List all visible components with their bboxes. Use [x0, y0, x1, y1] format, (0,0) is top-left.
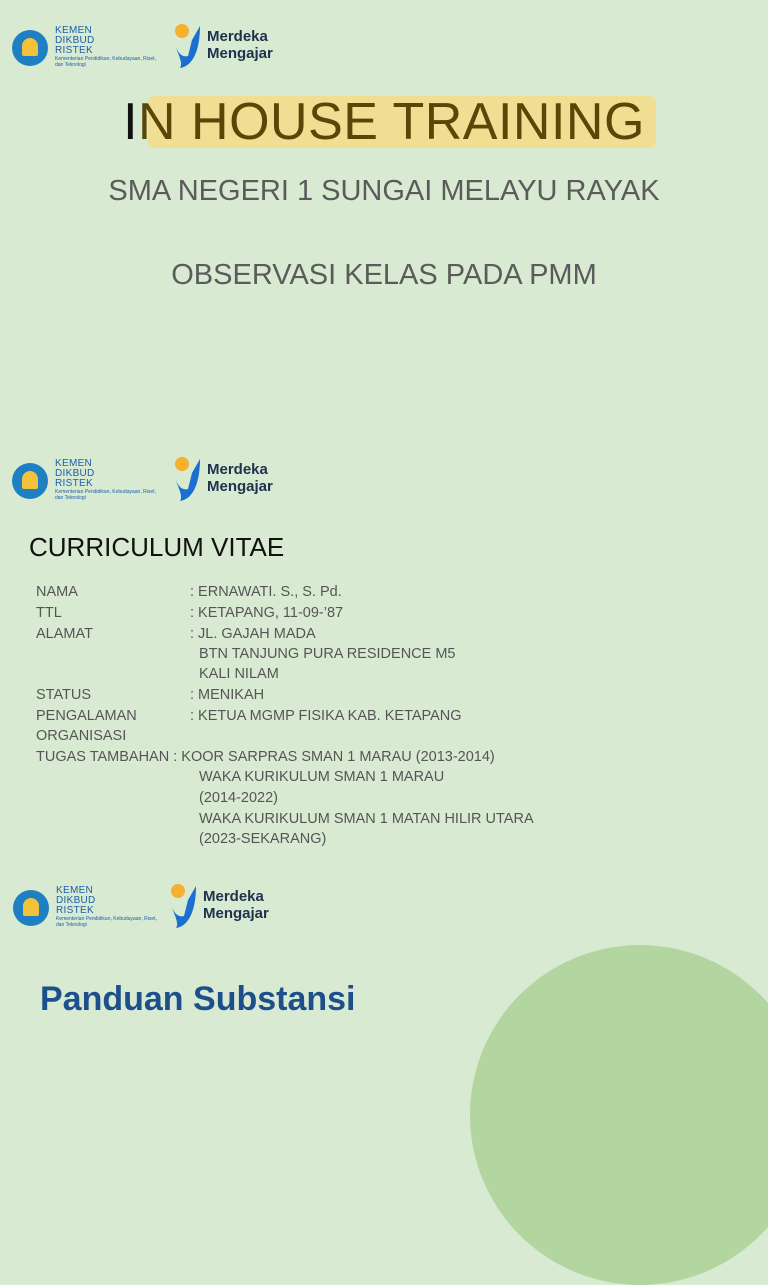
kemen-subtitle: Kementerian Pendidikan, Kebudayaan, Riset, dan Teknologi [55, 56, 156, 68]
title-first-letter: I [123, 93, 139, 151]
decorative-circle [470, 945, 768, 1285]
cv-label-tugas-tambahan: TUGAS TAMBAHAN : KOOR SARPRAS SMAN 1 MARAU (2013-2014) [36, 749, 495, 765]
cv-label-ttl: TTL [36, 605, 62, 621]
tut-wuri-handayani-emblem-icon [13, 890, 49, 926]
kemen-subtitle: Kementerian Pendidikan, Kebudayaan, Riset, dan Teknologi [55, 489, 156, 501]
cv-value-status: : MENIKAH [190, 687, 265, 703]
merdeka-line-2: Mengajar [207, 45, 273, 62]
merdeka-mengajar-icon [170, 455, 202, 501]
cv-value-tugas-5: (2023-SEKARANG) [199, 831, 327, 847]
kemen-line-3: RISTEK [55, 45, 93, 56]
cv-value-alamat: : JL. GAJAH MADA [190, 626, 316, 642]
cv-label-status: STATUS [36, 687, 92, 703]
tut-wuri-handayani-emblem-icon [12, 463, 48, 499]
cv-value-tugas-3: (2014-2022) [199, 790, 278, 806]
cv-value-alamat-3: KALI NILAM [199, 666, 279, 682]
cv-label-organisasi: ORGANISASI [36, 728, 127, 744]
kemen-line-1: KEMEN [56, 885, 94, 896]
kemen-dikbud-logo [12, 459, 162, 509]
cv-value-alamat-2: BTN TANJUNG PURA RESIDENCE M5 [199, 646, 456, 662]
merdeka-line-2: Mengajar [207, 478, 273, 495]
merdeka-line-1: Merdeka [207, 28, 268, 45]
kemen-subtitle: Kementerian Pendidikan, Kebudayaan, Riset, dan Teknologi [56, 916, 157, 928]
cv-label-nama: NAMA [36, 584, 78, 600]
cv-value-pengalaman: : KETUA MGMP FISIKA KAB. KETAPANG [190, 708, 462, 724]
kemen-dikbud-logo [13, 886, 163, 936]
slide-title [0, 92, 768, 152]
kemen-line-2: DIKBUD [55, 468, 95, 479]
cv-label-alamat: ALAMAT [36, 626, 93, 642]
kemen-line-2: DIKBUD [56, 895, 96, 906]
merdeka-line-1: Merdeka [207, 461, 268, 478]
school-name: SMA NEGERI 1 SUNGAI MELAYU RAYAK [108, 175, 660, 207]
merdeka-mengajar-logo [170, 22, 300, 72]
merdeka-mengajar-logo [166, 882, 296, 932]
merdeka-line-1: Merdeka [203, 888, 264, 905]
training-topic: OBSERVASI KELAS PADA PMM [171, 259, 597, 291]
cv-value-nama: : ERNAWATI. S., S. Pd. [190, 584, 342, 600]
kemen-line-2: DIKBUD [55, 35, 95, 46]
kemen-line-1: KEMEN [55, 25, 93, 36]
cv-value-tugas-4: WAKA KURIKULUM SMAN 1 MATAN HILIR UTARA [199, 811, 534, 827]
kemen-line-1: KEMEN [55, 458, 93, 469]
merdeka-mengajar-logo [170, 455, 300, 505]
cv-heading: CURRICULUM VITAE [29, 532, 285, 562]
panduan-title: Panduan Substansi [40, 980, 356, 1018]
kemen-line-3: RISTEK [56, 905, 94, 916]
kemen-dikbud-logo [12, 26, 162, 76]
cv-label-pengalaman: PENGALAMAN [36, 708, 137, 724]
merdeka-mengajar-icon [170, 22, 202, 68]
cv-value-tugas-2: WAKA KURIKULUM SMAN 1 MARAU [199, 769, 445, 785]
tut-wuri-handayani-emblem-icon [12, 30, 48, 66]
cv-value-ttl: : KETAPANG, 11-09-’87 [190, 605, 344, 621]
merdeka-line-2: Mengajar [203, 905, 269, 922]
merdeka-mengajar-icon [166, 882, 198, 928]
kemen-line-3: RISTEK [55, 478, 93, 489]
title-rest: N HOUSE TRAINING [138, 93, 645, 151]
